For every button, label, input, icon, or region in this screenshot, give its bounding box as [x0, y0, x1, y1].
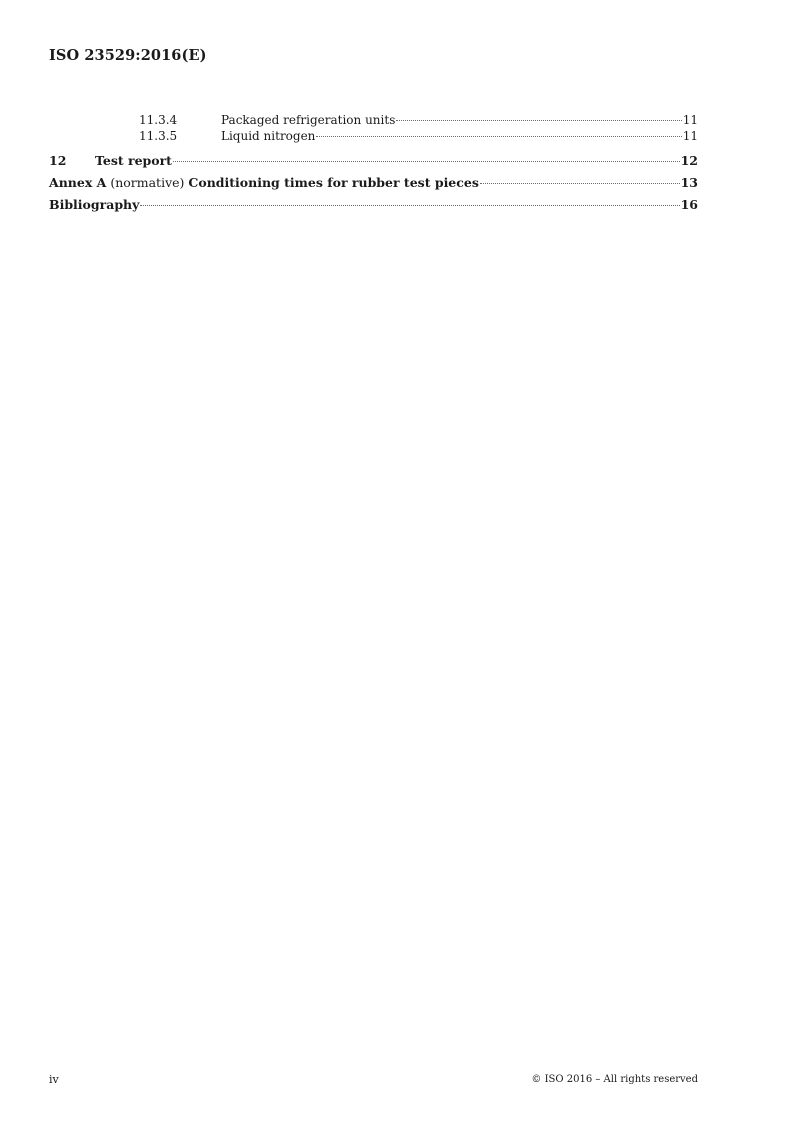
toc-entry-page: 12: [680, 153, 698, 168]
toc-entry-title: Conditioning times for rubber test pieces: [188, 175, 479, 190]
toc-entry-title: Liquid nitrogen: [221, 129, 316, 143]
toc-entry-number: 11.3.4: [139, 113, 178, 127]
toc-entry-12[interactable]: [49, 150, 698, 172]
toc-leader-dots: [316, 136, 681, 137]
table-of-contents: [49, 112, 698, 216]
toc-entry-page: 16: [680, 197, 698, 212]
toc-entry-page: 11: [682, 113, 698, 127]
toc-entry-11-3-5[interactable]: [49, 128, 698, 144]
toc-entry-number: 12: [49, 153, 67, 168]
toc-entry-11-3-4[interactable]: [49, 112, 698, 128]
toc-entry-page: 11: [682, 129, 698, 143]
toc-entry-annex-a[interactable]: [49, 172, 698, 194]
toc-entry-title: Packaged refrigeration units: [221, 113, 396, 127]
toc-leader-dots: [480, 183, 680, 184]
toc-entry-title: Test report: [95, 153, 172, 168]
footer-copyright: © ISO 2016 – All rights reserved: [531, 1074, 698, 1085]
toc-entry-number: 11.3.5: [139, 129, 178, 143]
toc-leader-dots: [140, 205, 679, 206]
footer-page-number: iv: [49, 1073, 59, 1086]
toc-entry-page: 13: [680, 175, 698, 190]
toc-entry-title: Bibliography: [49, 197, 140, 212]
toc-entry-number-wrapper: [49, 112, 221, 128]
toc-leader-dots: [173, 161, 680, 162]
document-id: ISO 23529:2016(E): [49, 47, 207, 64]
toc-annex-label: Annex A: [49, 175, 107, 190]
toc-annex-qualifier: (normative): [110, 175, 185, 190]
toc-entry-bibliography[interactable]: [49, 194, 698, 216]
toc-leader-dots: [396, 120, 681, 121]
toc-entry-number-wrapper: [49, 128, 221, 144]
